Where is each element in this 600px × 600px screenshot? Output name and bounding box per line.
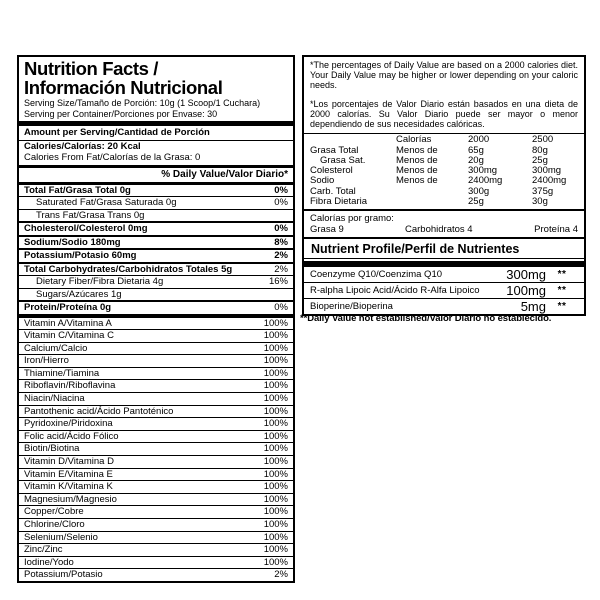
vitamin-row: [19, 568, 293, 581]
vitamin-name: Vitamin D/Vitamina D: [24, 456, 114, 468]
vitamin-name: Pyridoxine/Piridoxina: [24, 418, 113, 430]
vitamin-dv: 100%: [263, 393, 288, 405]
calorie-table-header-label: [310, 135, 396, 145]
nutrient-name: Saturated Fat/Grasa Saturada 0g: [36, 197, 177, 208]
profile-ingredient-amount: 300mg: [506, 266, 546, 282]
vitamin-name: Iron/Hierro: [24, 355, 69, 367]
nutrient-name: Dietary Fiber/Fibra Dietaria 4g: [36, 276, 164, 287]
vitamin-name: Biotin/Biotina: [24, 443, 80, 455]
vitamin-dv: 100%: [263, 330, 288, 342]
nutrient-dv: 0%: [274, 223, 288, 234]
vitamin-row: [19, 493, 293, 506]
vitamin-name: Niacin/Niacina: [24, 393, 85, 405]
profile-ingredient-amount: 5mg: [520, 298, 546, 314]
profile-ingredient-dv: **: [557, 285, 567, 296]
nutrient-name: Protein/Proteína 0g: [24, 302, 112, 313]
serving-size-text: Serving Size/Tamaño de Porción: 10g (1 Scoop/1 Cuchara): [24, 98, 261, 108]
profile-ingredient-name: Coenzyme Q10/Coenzima Q10: [310, 269, 443, 280]
calorie-row-qualifier: Menos de: [396, 154, 438, 166]
vitamin-row: [19, 329, 293, 342]
nutrient-row: [19, 248, 293, 262]
nutrient-row: [19, 288, 293, 301]
vitamin-dv: 100%: [263, 456, 288, 468]
nutrient-row: [19, 300, 293, 314]
vitamin-dv: 100%: [263, 380, 288, 392]
calories-per-gram-values: [310, 224, 578, 235]
nutrient-dv: 2%: [274, 250, 288, 261]
title-english: Nutrition Facts /: [24, 58, 159, 79]
vitamin-row: [19, 318, 293, 330]
calorie-row-label: Carb. Total: [310, 185, 356, 197]
vitamin-dv: 100%: [263, 556, 288, 568]
title-spanish: Información Nutricional: [24, 76, 223, 98]
vitamin-dv: 100%: [263, 317, 288, 329]
vitamin-name: Vitamin E/Vitamina E: [24, 468, 113, 480]
calories-from-fat-text: Calories From Fat/Calorías de la Grasa: 0: [24, 151, 201, 163]
vitamin-dv: 100%: [263, 519, 288, 530]
vitamin-row: [19, 468, 293, 481]
calorie-row-qualifier: [396, 197, 468, 207]
vitamin-dv: 100%: [263, 531, 288, 543]
calories-per-gram-title: Calorías por gramo:: [310, 213, 394, 225]
vitamin-name: Vitamin C/Vitamina C: [24, 330, 114, 342]
nutrient-name: Total Fat/Grasa Total 0g: [24, 184, 131, 196]
profile-ingredient-dv: **: [557, 269, 567, 280]
nutrient-name: Trans Fat/Grasa Trans 0g: [36, 209, 145, 221]
calorie-row-2000: 25g: [468, 196, 484, 207]
vitamin-dv: 100%: [263, 481, 288, 493]
nutrient-dv: 0%: [274, 302, 288, 313]
vitamin-row: [19, 379, 293, 392]
vitamin-name: Riboflavin/Riboflavina: [24, 380, 116, 392]
calorie-row-label: Sodio: [310, 175, 335, 187]
nutrient-dv: 2%: [274, 263, 288, 275]
calorie-table-header-row: [310, 135, 578, 145]
calorie-reference-table: [304, 133, 584, 209]
calorie-table-header-2500: 2500: [532, 134, 554, 146]
vitamin-row: [19, 505, 293, 518]
profile-row: [304, 267, 584, 282]
vitamin-row: [19, 442, 293, 455]
daily-value-note-spanish: *Los porcentajes de Valor Diario están basados en una dieta de 2000 calorías. Su Valor Diario puede ser mayor o menor dependiendo de sus necesidades calóricas.: [310, 98, 578, 130]
daily-value-box: [302, 55, 586, 240]
calorie-table-header-qualifier: Calorías: [396, 134, 432, 146]
daily-value-note-english: *The percentages of Daily Value are based on a 2000 calories diet. Your Daily Value may be higher or lower depending on your caloric needs.: [310, 60, 578, 91]
nutrient-name: Total Carbohydrates/Carbohidratos Totales 5g: [24, 263, 233, 275]
vitamin-dv: 2%: [274, 569, 288, 581]
vitamin-name: Pantothenic acid/Ácido Pantoténico: [24, 405, 174, 417]
nutrient-name: Potassium/Potasio 60mg: [24, 250, 137, 261]
vitamin-name: Potassium/Potasio: [24, 569, 103, 581]
calorie-table-row: [310, 197, 578, 207]
calorie-row-label: Grasa Total: [310, 144, 359, 156]
calorie-row-2500: 30g: [532, 196, 548, 207]
vitamin-row: [19, 543, 293, 556]
profile-ingredient-name: Bioperine/Bioperina: [310, 301, 393, 312]
vitamin-row: [19, 430, 293, 443]
calorie-row-2500: 2400mg: [532, 175, 567, 187]
vitamin-name: Chlorine/Cloro: [24, 519, 85, 530]
vitamin-dv: 100%: [263, 418, 288, 430]
vitamin-name: Copper/Cobre: [24, 506, 84, 518]
nutrition-facts-box: [17, 55, 295, 583]
calorie-table-header-2000: 2000: [468, 134, 490, 146]
calorie-row-qualifier: Menos de: [396, 144, 438, 156]
vitamin-dv: 100%: [263, 355, 288, 367]
profile-ingredient-name: R-alpha Lipoic Acid/Ácido R-Alfa Lipoico: [310, 285, 480, 296]
nutrient-dv: 0%: [274, 184, 288, 196]
nutrient-profile-heading: Nutrient Profile/Perfil de Nutrientes: [304, 239, 584, 259]
vitamin-row: [19, 480, 293, 493]
calorie-row-2000: 2400mg: [468, 175, 503, 187]
daily-value-footnote: **Daily Value not established/Valor Diario no establecido.: [300, 313, 552, 324]
vitamin-dv: 100%: [263, 443, 288, 455]
calorie-row-label: Colesterol: [310, 165, 353, 177]
calorie-row-2500: 25g: [532, 154, 548, 166]
calorie-row-2000: 300g: [468, 185, 490, 197]
calorie-row-2000: 300mg: [468, 165, 498, 177]
vitamin-dv: 100%: [263, 430, 288, 442]
daily-value-heading: % Daily Value/Valor Diario*: [19, 165, 293, 185]
profile-row: [304, 298, 584, 314]
nutrient-dv: 16%: [268, 276, 288, 287]
label-title-block: [19, 57, 293, 121]
vitamin-name: Iodine/Yodo: [24, 556, 74, 568]
vitamin-row: [19, 342, 293, 355]
profile-ingredient-amount: 100mg: [506, 282, 546, 298]
vitamin-name: Magnesium/Magnesio: [24, 493, 117, 505]
nutrient-name: Sugars/Azúcares 1g: [36, 288, 122, 300]
profile-ingredient-dv: **: [557, 301, 567, 312]
nutrient-row: [19, 262, 293, 276]
profile-row: [304, 282, 584, 298]
vitamin-row: [19, 518, 293, 531]
vitamin-dv: 100%: [263, 367, 288, 379]
calorie-row-2500: 300mg: [532, 165, 562, 177]
vitamin-dv: 100%: [263, 493, 288, 505]
vitamin-row: [19, 455, 293, 468]
nutrient-row: [19, 275, 293, 288]
calories-text: Calories/Calorías: 20 Kcal: [24, 141, 141, 152]
calorie-row-2500: 375g: [532, 185, 554, 197]
vitamin-row: [19, 556, 293, 569]
servings-per-container-text: Serving per Container/Porciones por Envase: 30: [24, 109, 218, 119]
vitamin-dv: 100%: [263, 468, 288, 480]
calorie-row-2000: 65g: [468, 144, 484, 156]
vitamin-row: [19, 367, 293, 380]
calories-per-gram-fat: Grasa 9: [310, 224, 344, 236]
amount-per-serving-heading: Amount per Serving/Cantidad de Porción: [19, 126, 293, 141]
calorie-row-label: Fibra Dietaria: [310, 196, 368, 207]
nutrient-name: Cholesterol/Colesterol 0mg: [24, 223, 148, 234]
vitamin-row: [19, 354, 293, 367]
vitamin-dv: 100%: [263, 342, 288, 354]
nutrient-row: [19, 196, 293, 209]
vitamin-name: Thiamine/Tiamina: [24, 367, 100, 379]
calorie-row-qualifier: [396, 187, 468, 197]
calories-block: [19, 141, 293, 165]
calories-per-gram-protein: Proteína 4: [534, 224, 578, 236]
nutrient-row: [19, 185, 293, 197]
vitamin-name: Vitamin K/Vitamina K: [24, 481, 113, 493]
vitamin-dv: 100%: [263, 506, 288, 518]
nutrient-dv: 8%: [274, 236, 288, 248]
nutrient-dv: 0%: [274, 197, 288, 208]
nutrient-row: [19, 209, 293, 222]
vitamin-name: Calcium/Calcio: [24, 342, 88, 354]
vitamin-name: Zinc/Zinc: [24, 544, 63, 556]
vitamin-row: [19, 392, 293, 405]
vitamin-name: Folic acid/Ácido Fólico: [24, 430, 119, 442]
nutrient-profile-box: [302, 237, 586, 316]
vitamin-name: Selenium/Selenio: [24, 531, 98, 543]
nutrient-row: [19, 221, 293, 235]
calorie-row-2000: 20g: [468, 154, 484, 166]
vitamin-row: [19, 405, 293, 418]
calories-per-gram-section: [304, 209, 584, 238]
vitamin-dv: 100%: [263, 405, 288, 417]
calorie-row-qualifier: Menos de: [396, 165, 438, 177]
nutrient-name: Sodium/Sodio 180mg: [24, 236, 121, 248]
nutrient-row: [19, 235, 293, 249]
vitamin-row: [19, 417, 293, 430]
vitamin-name: Vitamin A/Vitamina A: [24, 317, 112, 329]
vitamin-dv: 100%: [263, 544, 288, 556]
calories-per-gram-carbs: Carbohidratos 4: [405, 224, 473, 236]
calorie-row-2500: 80g: [532, 144, 548, 156]
vitamin-row: [19, 531, 293, 544]
calorie-row-label: Grasa Sat.: [320, 154, 366, 166]
calorie-row-qualifier: Menos de: [396, 175, 438, 187]
